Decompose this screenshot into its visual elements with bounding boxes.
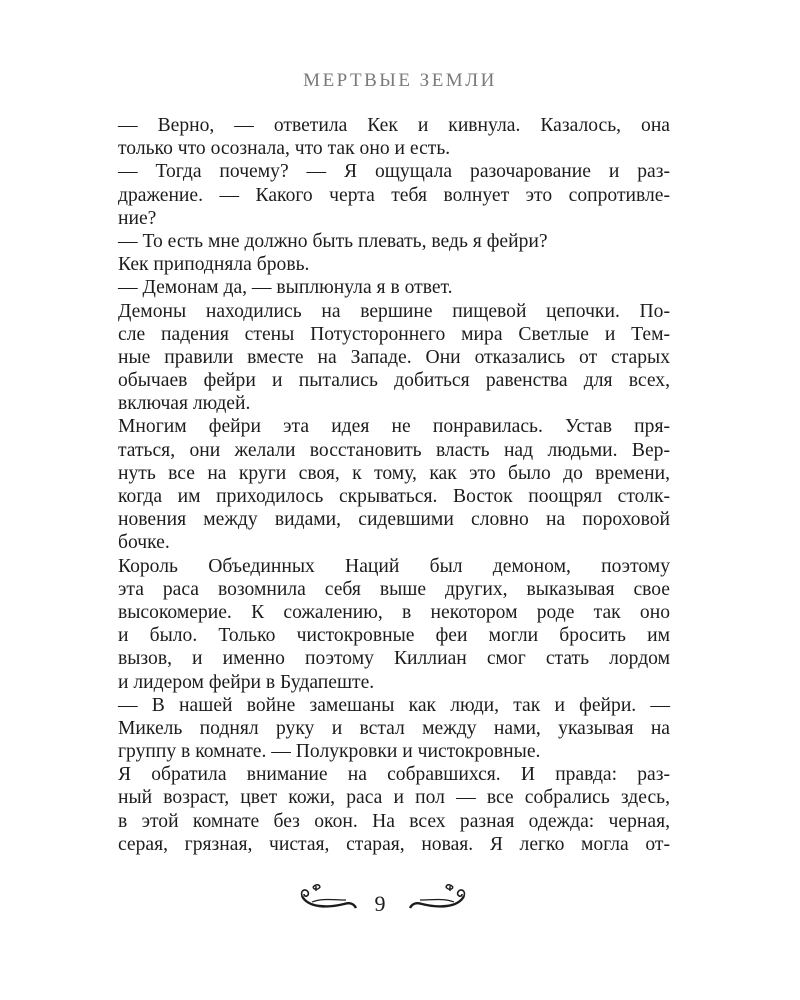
text-line: обычаев фейри и пытались добиться равенства для всех, xyxy=(118,370,670,392)
text-line: Демоны находились на вершине пищевой цепочки. По- xyxy=(118,300,670,322)
page-footer xyxy=(0,882,800,922)
text-line: ние? xyxy=(118,207,157,229)
left-ornament-icon xyxy=(298,882,358,916)
text-line: таться, они желали восстановить власть над людьми. Вер- xyxy=(118,439,670,461)
body-text xyxy=(118,114,670,856)
text-line: и лидером фейри в Будапеште. xyxy=(118,671,375,693)
text-line: — Верно, — ответила Кек и кивнула. Казалось, она xyxy=(118,115,670,136)
text-line: новения между видами, сидевшими словно на пороховой xyxy=(118,509,670,531)
text-line: и было. Только чистокровные феи могли бросить им xyxy=(118,625,670,647)
text-line: ные правили вместе на Западе. Они отказались от старых xyxy=(118,346,670,368)
text-line: серая, грязная, чистая, старая, новая. Я легко могла от- xyxy=(118,833,670,855)
text-line: сле падения стены Потустороннего мира Светлые и Тем- xyxy=(118,323,670,345)
text-line: группу в комнате. — Полукровки и чистокровные. xyxy=(118,741,541,763)
text-line: — Демонам да, — выплюнула я в ответ. xyxy=(118,277,453,299)
text-line: вызов, и именно поэтому Киллиан смог стать лордом xyxy=(118,648,670,670)
text-line: высокомерие. К сожалению, в некотором роде так оно xyxy=(118,601,670,623)
text-line: Кек приподняла бровь. xyxy=(118,254,310,276)
running-title: МЕРТВЫЕ ЗЕМЛИ xyxy=(303,70,497,91)
text-line: ный возраст, цвет кожи, раса и пол — все собрались здесь, xyxy=(118,787,670,809)
text-line: Микель поднял руку и встал между нами, указывая на xyxy=(118,717,670,739)
text-line: дражение. — Какого черта тебя волнует это сопротивле- xyxy=(118,184,670,206)
text-line: — В нашей войне замешаны как люди, так и фейри. — xyxy=(118,694,670,716)
text-line: Я обратила внимание на собравшихся. И правда: раз- xyxy=(118,764,670,786)
right-ornament-icon xyxy=(408,882,468,916)
text-line: — То есть мне должно быть плевать, ведь я фейри? xyxy=(118,230,548,252)
text-line: — Тогда почему? — Я ощущала разочарование и раз- xyxy=(118,161,670,183)
text-line: когда им приходилось скрываться. Восток поощрял столк- xyxy=(118,486,670,507)
text-line: эта раса возомнила себя выше других, выказывая свое xyxy=(118,578,670,600)
text-line: включая людей. xyxy=(118,393,251,415)
text-line: Король Объединных Наций был демоном, поэтому xyxy=(118,555,670,577)
text-line: Многим фейри эта идея не понравилась. Устав пря- xyxy=(118,416,670,438)
text-line: только что осознала, что так оно и есть. xyxy=(118,138,451,160)
text-line: в этой комнате без окон. На всех разная одежда: черная, xyxy=(118,810,670,832)
text-line: нуть все на круги своя, к тому, как это было до времени, xyxy=(118,462,670,484)
page-number: 9 xyxy=(374,891,386,916)
text-line: бочке. xyxy=(118,532,170,554)
